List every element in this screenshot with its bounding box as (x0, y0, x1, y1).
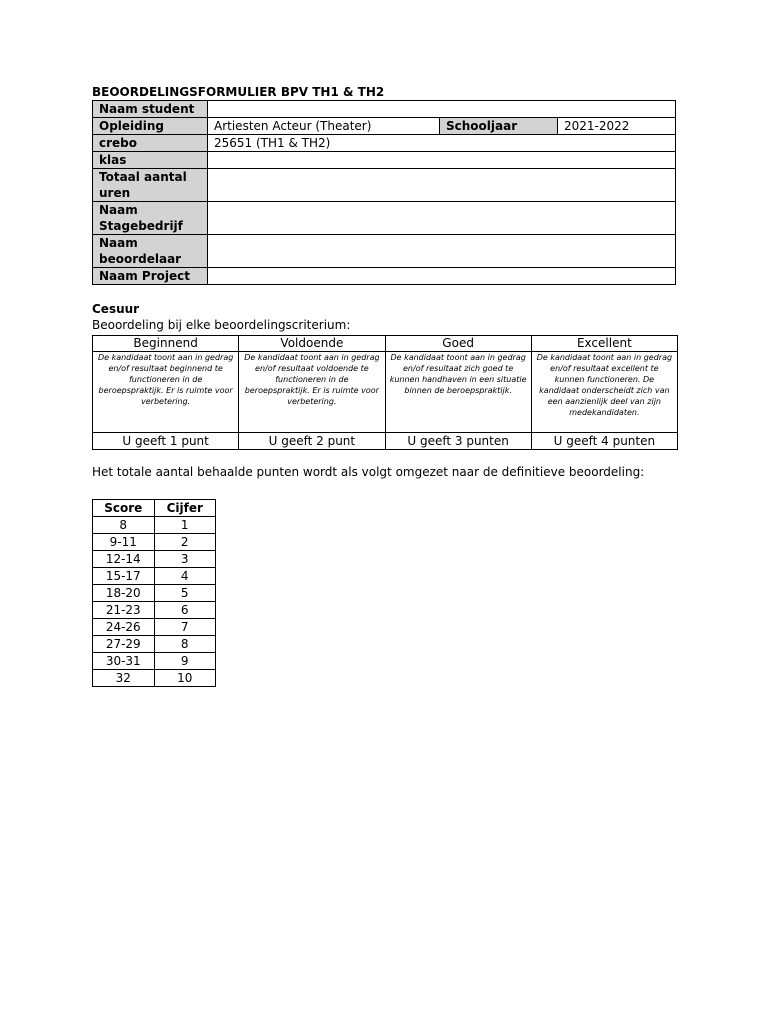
score-cell: 30-31 (93, 653, 155, 670)
table-row (93, 551, 216, 568)
score-cell: 12-14 (93, 551, 155, 568)
schooljaar-value: 2021-2022 (558, 118, 676, 135)
student-info-table (92, 100, 676, 285)
points-voldoende: U geeft 2 punt (239, 433, 385, 450)
criteria-points-row (93, 433, 678, 450)
level-voldoende: Voldoende (239, 336, 385, 352)
table-row (93, 585, 216, 602)
cijfer-cell: 8 (154, 636, 216, 653)
cijfer-cell: 6 (154, 602, 216, 619)
row-naam-student (93, 101, 676, 118)
score-cell: 15-17 (93, 568, 155, 585)
score-header-row (93, 500, 216, 517)
cijfer-cell: 4 (154, 568, 216, 585)
table-row (93, 636, 216, 653)
naam-student-field[interactable] (208, 101, 676, 118)
beoordeling-intro: Beoordeling bij elke beoordelingscriterium: (92, 318, 351, 332)
stagebedrijf-field[interactable] (208, 202, 676, 235)
score-cell: 8 (93, 517, 155, 534)
project-label: Naam Project (93, 268, 208, 285)
row-stagebedrijf (93, 202, 676, 235)
criteria-description-row (93, 352, 678, 433)
criteria-table (92, 335, 678, 450)
row-beoordelaar (93, 235, 676, 268)
document-title: BEOORDELINGSFORMULIER BPV TH1 & TH2 (92, 85, 385, 99)
klas-label: klas (93, 152, 208, 169)
cijfer-cell: 7 (154, 619, 216, 636)
criteria-header-row (93, 336, 678, 352)
cijfer-cell: 3 (154, 551, 216, 568)
level-excellent: Excellent (531, 336, 677, 352)
score-cell: 32 (93, 670, 155, 687)
crebo-value: 25651 (TH1 & TH2) (208, 135, 676, 152)
cijfer-header: Cijfer (154, 500, 216, 517)
desc-voldoende: De kandidaat toont aan in gedrag en/of resultaat voldoende te functioneren in de beroepspraktijk. Er is ruimte voor verbetering. (239, 352, 385, 433)
score-header: Score (93, 500, 155, 517)
schooljaar-label: Schooljaar (440, 118, 558, 135)
conversion-text: Het totale aantal behaalde punten wordt als volgt omgezet naar de definitieve beoordeling: (92, 465, 645, 479)
cijfer-cell: 9 (154, 653, 216, 670)
beoordelaar-label: Naam beoordelaar (93, 235, 208, 268)
table-row (93, 670, 216, 687)
opleiding-value: Artiesten Acteur (Theater) (208, 118, 440, 135)
score-cell: 24-26 (93, 619, 155, 636)
desc-goed: De kandidaat toont aan in gedrag en/of resultaat zich goed te kunnen handhaven in een situatie binnen de beroepspraktijk. (385, 352, 531, 433)
desc-beginnend: De kandidaat toont aan in gedrag en/of resultaat beginnend te functioneren in de beroepspraktijk. Er is ruimte voor verbetering. (93, 352, 239, 433)
klas-field[interactable] (208, 152, 676, 169)
row-klas (93, 152, 676, 169)
table-row (93, 653, 216, 670)
table-row (93, 517, 216, 534)
table-row (93, 568, 216, 585)
crebo-label: crebo (93, 135, 208, 152)
cijfer-cell: 5 (154, 585, 216, 602)
score-cell: 27-29 (93, 636, 155, 653)
cijfer-cell: 2 (154, 534, 216, 551)
naam-student-label: Naam student (93, 101, 208, 118)
score-cell: 21-23 (93, 602, 155, 619)
table-row (93, 619, 216, 636)
cesuur-heading: Cesuur (92, 302, 140, 316)
desc-excellent: De kandidaat toont aan in gedrag en/of resultaat excellent te kunnen functioneren. De kandidaat onderscheidt zich van een aanzienlijk deel van zijn medekandidaten. (531, 352, 677, 433)
score-cell: 18-20 (93, 585, 155, 602)
project-field[interactable] (208, 268, 676, 285)
points-beginnend: U geeft 1 punt (93, 433, 239, 450)
points-excellent: U geeft 4 punten (531, 433, 677, 450)
opleiding-label: Opleiding (93, 118, 208, 135)
table-row (93, 602, 216, 619)
row-crebo (93, 135, 676, 152)
score-table (92, 499, 216, 687)
level-beginnend: Beginnend (93, 336, 239, 352)
beoordelaar-field[interactable] (208, 235, 676, 268)
cijfer-cell: 10 (154, 670, 216, 687)
stagebedrijf-label: Naam Stagebedrijf (93, 202, 208, 235)
row-opleiding (93, 118, 676, 135)
cijfer-cell: 1 (154, 517, 216, 534)
level-goed: Goed (385, 336, 531, 352)
totaal-uren-label: Totaal aantal uren (93, 169, 208, 202)
score-cell: 9-11 (93, 534, 155, 551)
row-totaal-uren (93, 169, 676, 202)
table-row (93, 534, 216, 551)
points-goed: U geeft 3 punten (385, 433, 531, 450)
totaal-uren-field[interactable] (208, 169, 676, 202)
row-project (93, 268, 676, 285)
